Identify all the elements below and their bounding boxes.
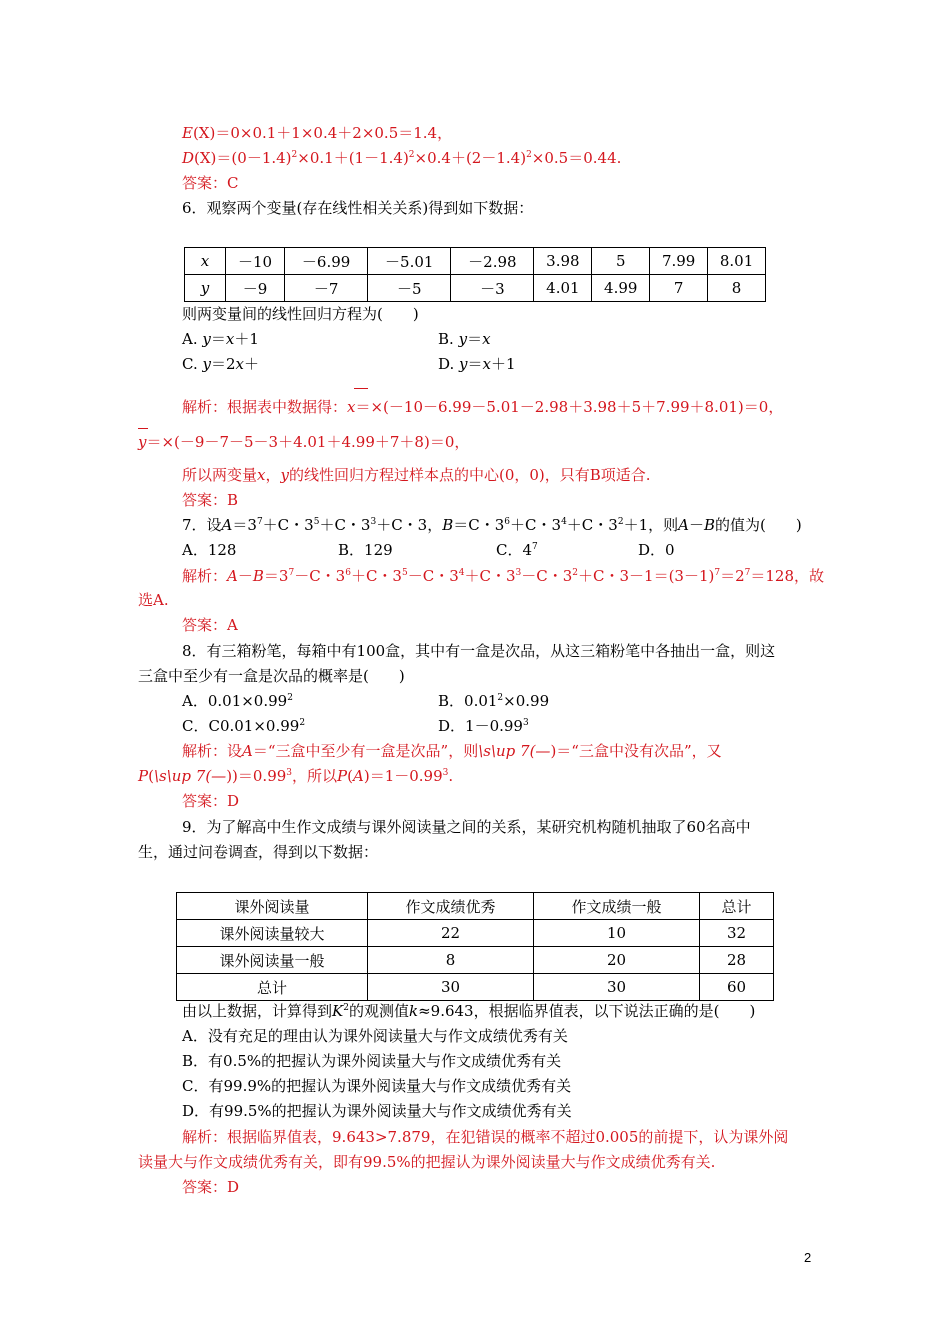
option-9b: B．有0.5%的把握认为课外阅读量大与作文成绩优秀有关 — [182, 1052, 562, 1070]
option-6c: C. y＝2x＋ — [182, 355, 260, 373]
question-6-solution-3: 所以两变量x，y的线性回归方程过样本点的中心(0，0)，只有B项适合. — [182, 466, 651, 484]
table-row — [177, 974, 774, 1001]
question-9-solution-2: 读量大与作文成绩优秀有关，即有99.5%的把握认为课外阅读量大与作文成绩优秀有关. — [138, 1153, 716, 1171]
table-cell: 4.99 — [592, 275, 650, 302]
option-7d: D．0 — [638, 541, 675, 559]
table-cell: 7.99 — [650, 248, 708, 275]
table-cell: 8 — [368, 947, 534, 974]
answer-9: 答案：D — [182, 1178, 240, 1196]
question-8-stem-2: 三盒中至少有一盒是次品的概率是( ) — [138, 667, 405, 685]
table-cell: －3 — [451, 275, 534, 302]
question-6-stem: 6．观察两个变量(存在线性相关关系)得到如下数据： — [182, 199, 534, 217]
option-6b: B. y＝x — [438, 330, 491, 348]
table-header-row — [177, 893, 774, 920]
table-cell: －5 — [368, 275, 451, 302]
table-row — [177, 947, 774, 974]
question-7-solution-2: 选A. — [138, 591, 169, 609]
table-row — [185, 275, 766, 302]
table-cell: 7 — [650, 275, 708, 302]
question-9-prompt: 由以上数据，计算得到$K^2$的观测值k≈9.643，根据临界值表，以下说法正确的是( ) — [182, 1002, 756, 1020]
page-number: 2 — [804, 1250, 812, 1265]
question-9-contingency-table — [176, 892, 774, 1001]
table-cell: 课外阅读量一般 — [177, 947, 368, 974]
variance-line: $D(X)=(0-1.4)^2\times 0.1+(1-1.4)^2\times 0.4+(2-1.4)^2\times 0.5=0.44$. — [182, 149, 622, 167]
table-cell: －10 — [226, 248, 285, 275]
table-cell: 28 — [700, 947, 774, 974]
table-cell: 30 — [534, 974, 700, 1001]
column-header: 作文成绩优秀 — [368, 893, 534, 920]
question-9-stem-2: 生，通过问卷调查，得到以下数据： — [138, 843, 379, 861]
answer-5: 答案：C — [182, 174, 239, 192]
table-cell: 课外阅读量较大 — [177, 920, 368, 947]
question-7-solution-1: 解析：$A-B=3^7-C$・$3^6+C$・$3^5-C$・$3^4+C$・$3^3-C$・$3^2+C$・$3-1=(3-1)^7=2^7=128$，故 — [182, 567, 825, 585]
option-7a: A．128 — [182, 541, 237, 559]
question-6-solution-1: 解析：根据表中数据得：x＝×(－10－6.99－5.01－2.98＋3.98＋5＋7.99＋8.01)＝0， — [182, 398, 784, 416]
option-9c: C．有99.9%的把握认为课外阅读量大与作文成绩优秀有关 — [182, 1077, 572, 1095]
column-header: 总计 — [700, 893, 774, 920]
question-6-data-table — [184, 247, 766, 302]
table-cell: －9 — [226, 275, 285, 302]
column-header: 课外阅读量 — [177, 893, 368, 920]
table-cell: 4.01 — [534, 275, 592, 302]
question-6-prompt: 则两变量间的线性回归方程为( ) — [182, 305, 419, 323]
table-cell: 总计 — [177, 974, 368, 1001]
option-9a: A．没有充足的理由认为课外阅读量大与作文成绩优秀有关 — [182, 1027, 568, 1045]
table-cell: 20 — [534, 947, 700, 974]
row-label-x: x — [185, 248, 226, 275]
table-cell: 10 — [534, 920, 700, 947]
table-cell: －2.98 — [451, 248, 534, 275]
row-label-y: y — [185, 275, 226, 302]
option-6d: D. y＝x＋1 — [438, 355, 516, 373]
table-cell: 8.01 — [708, 248, 766, 275]
answer-8: 答案：D — [182, 792, 240, 810]
option-8c: C．$C0.01\times 0.99^2$ — [182, 717, 306, 735]
question-6-solution-2: y＝×(－9－7－5－3＋4.01＋4.99＋7＋8)＝0， — [138, 433, 470, 451]
option-7c: C．$4^7$ — [496, 541, 538, 559]
mean-bar-x — [354, 388, 368, 389]
option-8a: A．$0.01\times 0.99^2$ — [182, 692, 293, 710]
mean-bar-y — [138, 428, 148, 429]
table-cell: －6.99 — [285, 248, 368, 275]
option-8d: D．$1-0.99^3$ — [438, 717, 529, 735]
question-8-solution-2: P(\s\up $7(—))=0.99^3$，所以$P(A)=1-0.99^3$. — [138, 767, 454, 785]
question-8-stem-1: 8．有三箱粉笔，每箱中有100盒，其中有一盒是次品，从这三箱粉笔中各抽出一盒，则这 — [182, 642, 776, 660]
question-9-solution-1: 解析：根据临界值表，9.643>7.879，在犯错误的概率不超过0.005的前提下，认为课外阅 — [182, 1128, 789, 1146]
table-row — [185, 248, 766, 275]
table-cell: 30 — [368, 974, 534, 1001]
option-6a: A. y＝x＋1 — [182, 330, 259, 348]
table-cell: 5 — [592, 248, 650, 275]
table-cell: －7 — [285, 275, 368, 302]
answer-6: 答案：B — [182, 491, 239, 509]
column-header: 作文成绩一般 — [534, 893, 700, 920]
table-cell: 32 — [700, 920, 774, 947]
table-cell: 22 — [368, 920, 534, 947]
question-9-stem-1: 9．为了解高中生作文成绩与课外阅读量之间的关系，某研究机构随机抽取了60名高中 — [182, 818, 751, 836]
option-9d: D．有99.5%的把握认为课外阅读量大与作文成绩优秀有关 — [182, 1102, 572, 1120]
question-7-stem: 7．设$A=3^7+C$・$3^5+C$・$3^3+C$・3，B＝C・$3^6+C$・$3^4+C$・$3^2+1$，则A－B的值为( ) — [182, 516, 802, 534]
table-row — [177, 920, 774, 947]
table-cell: 60 — [700, 974, 774, 1001]
option-7b: B．129 — [338, 541, 393, 559]
table-cell: 3.98 — [534, 248, 592, 275]
answer-7: 答案：A — [182, 616, 238, 634]
table-cell: －5.01 — [368, 248, 451, 275]
option-8b: B．$0.01^2\times 0.99$ — [438, 692, 550, 710]
expectation-line: E(X)＝0×0.1＋1×0.4＋2×0.5＝1.4， — [182, 124, 453, 142]
table-cell: 8 — [708, 275, 766, 302]
question-8-solution-1: 解析：设A＝“三盒中至少有一盒是次品”，则\s\up 7(—)＝“三盒中没有次品”，又 — [182, 742, 722, 760]
